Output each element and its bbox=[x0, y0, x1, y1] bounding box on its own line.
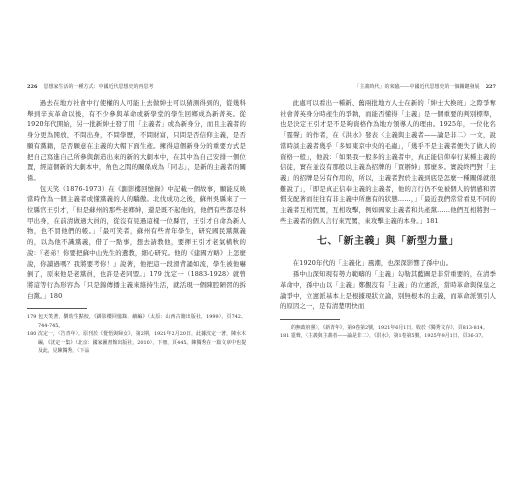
left-page-number: 226 bbox=[27, 84, 38, 90]
right-body-text bbox=[280, 98, 496, 312]
section-title: 七、「新主義」與「新型力量」 bbox=[317, 236, 459, 248]
footnote-divider bbox=[280, 319, 340, 320]
left-paragraph-1: 過去在地方社會中行使權的人可能上去做紳士可以猜測得到的，從幾科舉到辛亥革命以後，有不少參與革命或新學堂的學生回鄉成為新菁英。從1920年代開始，另一批新紳士發了用「主義者」或為新身分，而且主義者的身分更為開放，不問出身，不問學歷，不問財富，只問是否信仰主義，是否願有黨籍，是否願意在主義的大帽下面生產。擁得這個新身分的重要方式是把自己寫進自己所參與創造出來的新的大劇本中，在其中為自己安排一個位置，經這個新的大劇本中，角色之間的關係成為「同志」，是新的主義者的關係。 bbox=[27, 99, 246, 182]
footnote-divider bbox=[27, 308, 87, 309]
right-running-title: 「主義時代」的來臨——中國近代思想史的一個關鍵發展 bbox=[354, 84, 480, 90]
right-paragraph-2: 在1920年代的「主義化」風潮，也深深影響了孫中山。 bbox=[292, 259, 453, 268]
left-running-title: 思想家生活的一種方式：中國近代思想史的再思考 bbox=[43, 84, 154, 90]
right-page-number: 227 bbox=[485, 84, 496, 90]
left-footnotes bbox=[27, 313, 246, 355]
footnote-181: 181 霆聲，〈主義與主義者——論是非二〉，《洪水》，第1卷第5號，1925年9月1日，頁36-37。 bbox=[280, 333, 487, 340]
right-footnotes bbox=[280, 324, 496, 341]
right-paragraph-1: 此處可以看出一種新、舊兩批地方人士在新的「紳士大換班」之際爭奪社會菁英身分時產生的爭執，而能否懂得「主義」是一個重要的判別標準，也是決定王引才是不是夠資格作為地方領導人的理由。1925年，一位化名「霆聲」的作者，在《洪水》發表〈主義與主義者——論是非二〉一文，說當時談主義者幾乎「多如東京中央的毛蟲」，「幾乎不是主義者便失了做人的資格一般」，他說：「如果我一般多的主義者中，真正能信仰奉行某種主義的信徒，實在並沒有那般以主義為招牌的「買辦紳」那麼多。實說終門對「主義」的招牌是另有作用的，所以，主義者對於主義到底是怎麼一種關係就很難說了」，「即是真正信奉主義的主義者，他的言行仍不免被個人的情感和習慣支配著而往往有非主義中所應有的狀態……，」「最近我們常常看見不同的主義者互相咒罵，互相攻擊，例如國家主義者和共產黨……他們互相將對一些主義者的個人言行來咒罵，來攻擊主義的本身。」181 bbox=[280, 99, 496, 225]
right-paragraph-3: 孫中山深知現有勢力範疇的「主義」勾勒其藍圖是非常重要的，在清季革命中，孫中山以「主義」鄭覲沒有「主義」的立憲派，當時革命與保皇之論爭中，立憲派基本上是根據現狀立論，別無根本的主義，而革命派領引人的原因之一，是有清楚明快而 bbox=[280, 270, 496, 311]
left-body-text bbox=[27, 98, 246, 301]
right-page bbox=[260, 0, 520, 500]
left-paragraph-2: 包天笑（1876-1973）在《釧影樓回憶錄》中記載一個故事，願能反映當時作為一個主義者或懂黨義的人的驕傲。北伐成功之後，蘇州吳縣來了一位縣官王引才，「但是蘇州的那些老鄉紳，還是既不起他的，他們有些都是科甲出身，在前清做過大員的，從沒有見過這樣一位縣官，王引才自命為新人物，也不買他們的帳。」「最可笑者，蘇州有些青年學生，研究國民黨黨義的，以為他不識黨義，借了一點事，想去請教他，要揮王引才老氣橫秋的說：『老弟！你要把蘇中山先生的遺教，細心研究。他的《建國方略》上怎麼說，你讀過嗎？我將要考你！』說著，他把這一段滑背誦如流，學生被他嚇倒了，原來他是老黨員，也許是老同盟。」179 沈定一（1883-1928）就曾將這等行為形容為「只是錦傳播主義來維持生活，就活現一個陳腔陋習的拆白黨。」180 bbox=[27, 184, 246, 300]
footnote-180: 180 沈定一，〈告青年〉，原刊於《覺悟與婦女》，第2期，1921年2月20日，此據沈定一著，陳水木編，《沈定一集》（北京：國家圖書館出版社，2010），下冊，頁445。陳獨秀在一篇文章中也提及此，見陳獨秀，〈下品 bbox=[27, 331, 246, 354]
right-running-head bbox=[280, 84, 496, 98]
left-running-head bbox=[27, 84, 246, 98]
footnote-180-continued: 的無政府黨〉，《新青年》，第9卷第2號，1921年6月1日，收於《獨秀文存》，頁813-814。 bbox=[291, 324, 488, 331]
footnote-179: 179 包天笑著，劉幼生點校，《釧影樓回憶錄．續編》（太原：山西古籍出版社，1999），頁742、744-745。 bbox=[27, 314, 246, 329]
